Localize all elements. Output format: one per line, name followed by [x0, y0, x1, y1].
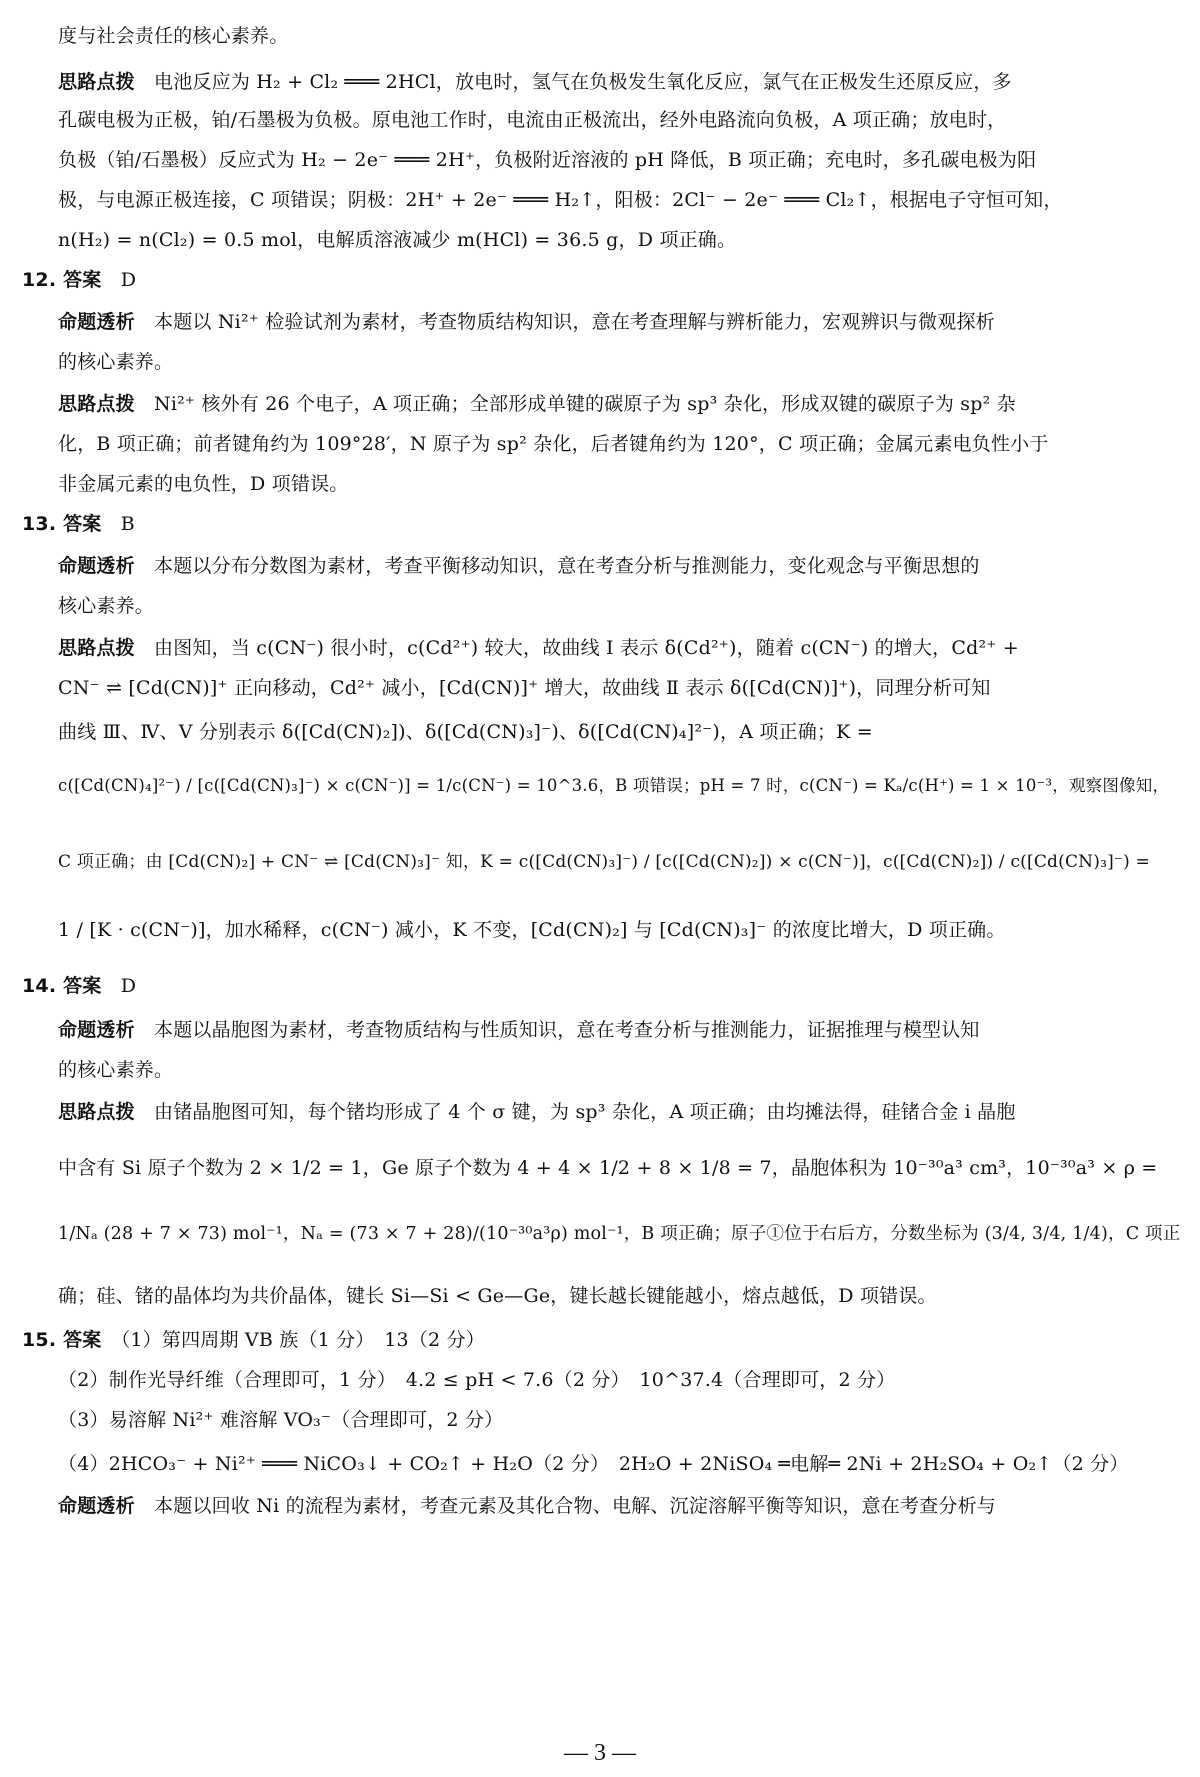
text-line: 确；硅、锗的晶体均为共价晶体，键长 Si—Si < Ge—Ge，键长越长键能越小，熔点越低，D 项错误。: [58, 1285, 937, 1307]
answer-label: 12. 答案: [22, 269, 102, 291]
formula-line: c([Cd(CN)₄]²⁻) / [c([Cd(CN)₃]⁻) × c(CN⁻)] = 1/c(CN⁻) = 10^3.6，B 项错误；pH = 7 时，c(CN⁻) = Kₐ/c(H⁺) = 1 × 10⁻³，观察图像知，: [58, 776, 1170, 795]
answer-label: 14. 答案: [22, 975, 102, 997]
formula-line: 中含有 Si 原子个数为 2 × 1/2 = 1，Ge 原子个数为 4 + 4 × 1/2 + 8 × 1/8 = 7，晶胞体积为 10⁻³⁰a³ cm³，10⁻³⁰a³ × ρ =: [58, 1157, 1158, 1179]
section-label: 思路点拨: [58, 637, 135, 659]
answer-label: 15. 答案: [22, 1329, 102, 1351]
text-line: 的核心素养。: [58, 351, 174, 373]
text-line: （2）制作光导纤维（合理即可，1 分） 4.2 ≤ pH < 7.6（2 分） 10^37.4（合理即可，2 分）: [58, 1369, 896, 1391]
text-line: 曲线 Ⅲ、Ⅳ、Ⅴ 分别表示 δ([Cd(CN)₂])、δ([Cd(CN)₃]⁻)、δ([Cd(CN)₄]²⁻)，A 项正确；K =: [58, 721, 873, 743]
text-line: 孔碳电极为正极，铂/石墨极为负极。原电池工作时，电流由正极流出，经外电路流向负极，A 项正确；放电时，: [58, 109, 1007, 131]
text-line: 的核心素养。: [58, 1059, 174, 1081]
section-label: 命题透析: [58, 311, 135, 333]
text-line: （3）易溶解 Ni²⁺ 难溶解 VO₃⁻（合理即可，2 分）: [58, 1409, 504, 1431]
text-line: 非金属元素的电负性，D 项错误。: [58, 473, 349, 495]
section-label: 命题透析: [58, 1019, 135, 1041]
text-line: 负极（铂/石墨极）反应式为 H₂ − 2e⁻ ═══ 2H⁺，负极附近溶液的 pH 降低，B 项正确；充电时，多孔碳电极为阳: [58, 149, 1037, 171]
section-label: 命题透析: [58, 1495, 135, 1517]
text-line: n(H₂) = n(Cl₂) = 0.5 mol，电解质溶液减少 m(HCl) = 36.5 g，D 项正确。: [58, 229, 737, 251]
formula-line: C 项正确；由 [Cd(CN)₂] + CN⁻ ⇌ [Cd(CN)₃]⁻ 知，K = c([Cd(CN)₃]⁻) / [c([Cd(CN)₂]) × c(CN⁻)]，c([Cd(CN)₂]) / c([Cd(CN)₃]⁻) =: [58, 852, 1150, 872]
section-label: 命题透析: [58, 555, 135, 577]
formula-line: 1/Nₐ (28 + 7 × 73) mol⁻¹，Nₐ = (73 × 7 + 28)/(10⁻³⁰a³ρ) mol⁻¹，B 项正确；原子①位于右后方，分数坐标为 (3/4, 3/4, 1/4)，C 项正: [58, 1224, 1180, 1244]
page-number: — 3 —: [564, 1740, 636, 1766]
text-line: 命题透析 本题以 Ni²⁺ 检验试剂为素材，考查物质结构知识，意在考查理解与辨析能力，宏观辨识与微观探析: [58, 311, 995, 333]
text-line: 命题透析 本题以晶胞图为素材，考查物质结构与性质知识，意在考查分析与推测能力，证据推理与模型认知: [58, 1019, 980, 1041]
section-label: 思路点拨: [58, 393, 135, 415]
text-line: CN⁻ ⇌ [Cd(CN)]⁺ 正向移动，Cd²⁺ 减小，[Cd(CN)]⁺ 增大，故曲线 Ⅱ 表示 δ([Cd(CN)]⁺)，同理分析可知: [58, 677, 991, 699]
text-line: （4）2HCO₃⁻ + Ni²⁺ ═══ NiCO₃↓ + CO₂↑ + H₂O（2 分） 2H₂O + 2NiSO₄ ═电解═ 2Ni + 2H₂SO₄ + O₂↑（2 分）: [58, 1453, 1129, 1475]
text-line: 化，B 项正确；前者键角约为 109°28′，N 原子为 sp² 杂化，后者键角约为 120°，C 项正确；金属元素电负性小于: [58, 433, 1049, 455]
text-line: 命题透析 本题以分布分数图为素材，考查平衡移动知识，意在考查分析与推测能力，变化观念与平衡思想的: [58, 555, 980, 577]
text-line: 度与社会责任的核心素养。: [58, 25, 289, 47]
formula-line: 1 / [K · c(CN⁻)]，加水稀释，c(CN⁻) 减小，K 不变，[Cd(CN)₂] 与 [Cd(CN)₃]⁻ 的浓度比增大，D 项正确。: [58, 919, 1006, 941]
text-line: 思路点拨 由锗晶胞图可知，每个锗均形成了 4 个 σ 键，为 sp³ 杂化，A 项正确；由均摊法得，硅锗合金 ⅰ 晶胞: [58, 1101, 1016, 1123]
text-line: 极，与电源正极连接，C 项错误；阴极：2H⁺ + 2e⁻ ═══ H₂↑，阳极：2Cl⁻ − 2e⁻ ═══ Cl₂↑，根据电子守恒可知，: [58, 189, 1063, 211]
section-label: 思路点拨: [58, 71, 135, 93]
answer-line: 12. 答案 D: [22, 269, 137, 291]
text-line: 思路点拨 Ni²⁺ 核外有 26 个电子，A 项正确；全部形成单键的碳原子为 sp³ 杂化，形成双键的碳原子为 sp² 杂: [58, 393, 1016, 415]
text-line: 思路点拨 电池反应为 H₂ + Cl₂ ═══ 2HCl，放电时，氢气在负极发生氧化反应，氯气在正极发生还原反应，多: [58, 71, 1012, 93]
text-line: 核心素养。: [58, 595, 155, 617]
answer-line: 15. 答案 （1）第四周期 ⅤB 族（1 分） 13（2 分）: [22, 1329, 485, 1351]
answer-line: 14. 答案 D: [22, 975, 137, 997]
section-label: 思路点拨: [58, 1101, 135, 1123]
text-line: 命题透析 本题以回收 Ni 的流程为素材，考查元素及其化合物、电解、沉淀溶解平衡等知识，意在考查分析与: [58, 1495, 996, 1517]
text-line: 思路点拨 由图知，当 c(CN⁻) 很小时，c(Cd²⁺) 较大，故曲线 Ⅰ 表示 δ(Cd²⁺)，随着 c(CN⁻) 的增大，Cd²⁺ +: [58, 637, 1019, 659]
answer-line: 13. 答案 B: [22, 513, 135, 535]
answer-label: 13. 答案: [22, 513, 102, 535]
